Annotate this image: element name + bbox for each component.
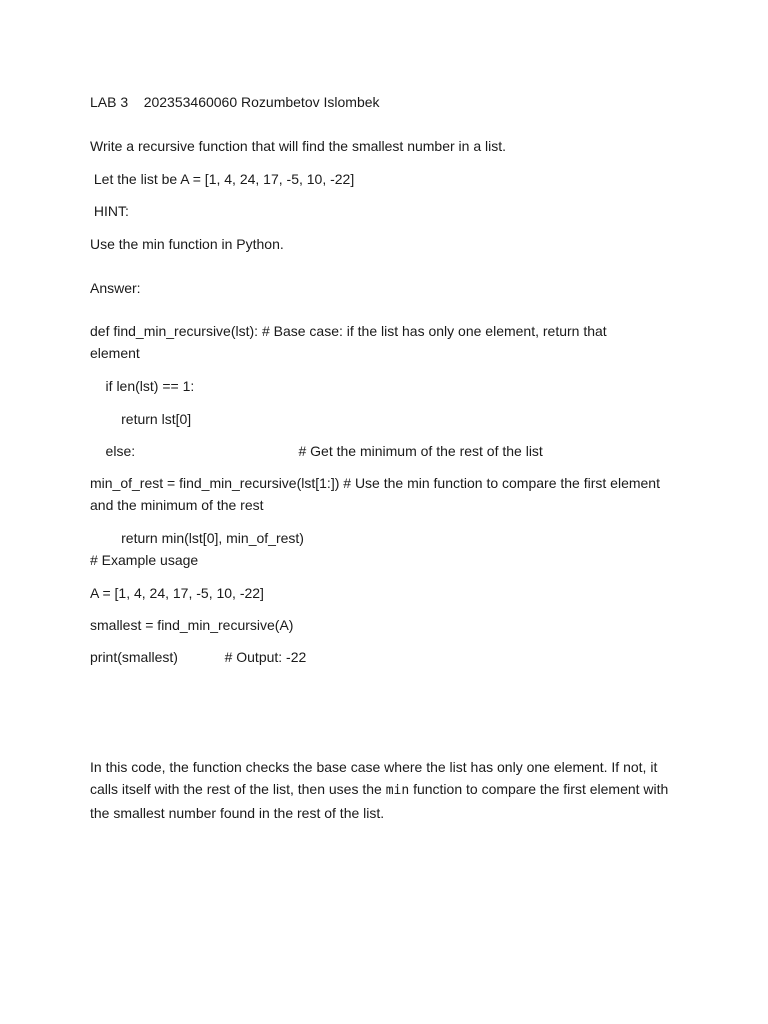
code-call-line: smallest = find_min_recursive(A) (90, 617, 294, 633)
code-def-line: def find_min_recursive(lst): # Base case: if the list has only one element, return that element (90, 323, 607, 361)
explanation-text-after: function to compare the first element with the smallest number found in the rest of the list. (90, 781, 669, 821)
answer-label: Answer: (90, 280, 141, 296)
code-return-min: return min(lst[0], min_of_rest) (90, 530, 304, 546)
explanation-text-before: In this code, the function checks the base case where the list has only one element. If not, it calls itself with the rest of the list, then uses the (90, 759, 658, 797)
code-assign-line: A = [1, 4, 24, 17, -5, 10, -22] (90, 585, 264, 601)
code-if-line: if len(lst) == 1: (90, 378, 195, 394)
explanation-code-word: min (385, 783, 410, 798)
code-else-line: else: # Get the minimum of the rest of the list (90, 443, 543, 459)
task-prompt: Write a recursive function that will find the smallest number in a list. (90, 138, 507, 154)
page-header: LAB 3 202353460060 Rozumbetov Islombek (90, 94, 380, 110)
explanation-paragraph (90, 756, 680, 824)
list-definition: Let the list be A = [1, 4, 24, 17, -5, 10, -22] (90, 171, 355, 187)
code-min-of-rest-line: min_of_rest = find_min_recursive(lst[1:]) # Use the min function to compare the first element and the minimum of the rest (90, 475, 660, 513)
code-print-line: print(smallest) # Output: -22 (90, 649, 307, 665)
code-example-comment: # Example usage (90, 552, 199, 568)
hint-text: Use the min function in Python. (90, 236, 284, 252)
hint-label: HINT: (90, 203, 129, 219)
code-return-first: return lst[0] (90, 411, 192, 427)
